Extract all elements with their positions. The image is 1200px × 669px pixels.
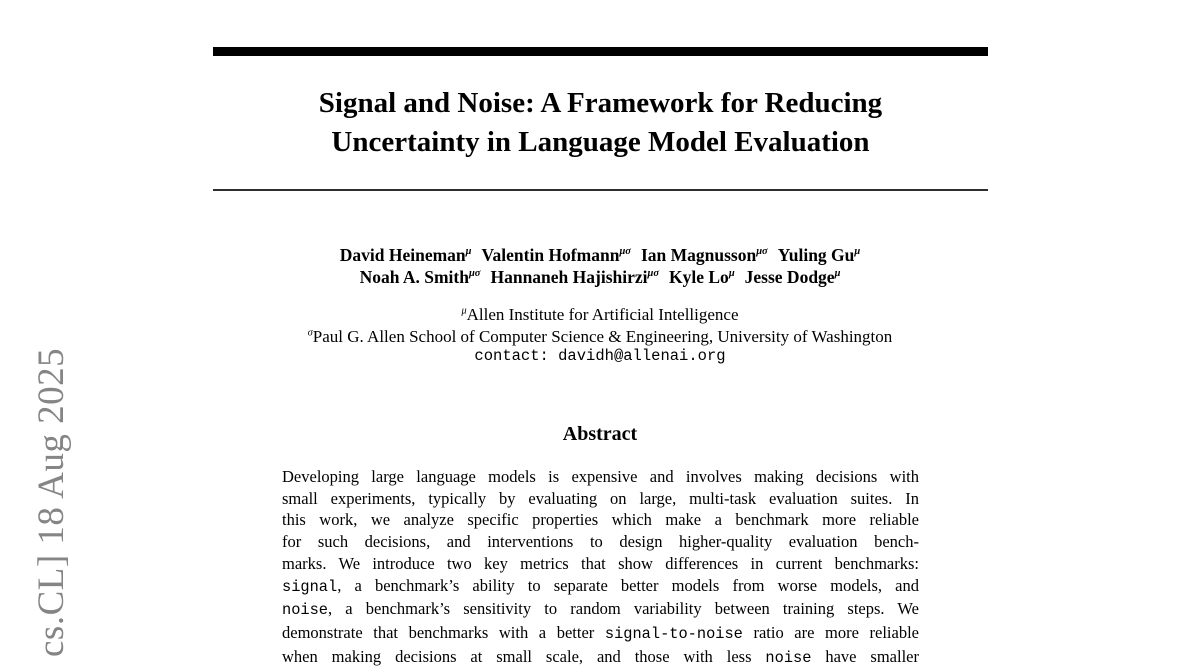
author-name: David Heineman$^\mu$ [339, 245, 472, 265]
abstract-text [282, 466, 919, 669]
author-name: Kyle Lo$^\mu$ [669, 266, 735, 287]
affiliation-mark: μ [461, 305, 467, 317]
abstract-line [282, 622, 919, 646]
abstract-heading: Abstract [562, 423, 638, 445]
author-affiliation-mark: μ [854, 246, 861, 258]
author-affiliation-mark: μ [834, 267, 841, 279]
abstract-line [282, 509, 919, 531]
arxiv-stamp: cs.CL] 18 Aug 2025 [31, 347, 72, 657]
abstract-mono-term: signal [282, 577, 338, 596]
abstract-text-segment: for such decisions, and interventions to design higher-quality evaluation bench- [282, 532, 919, 552]
paper-title [213, 84, 988, 162]
author-affiliation-mark: μσ [468, 267, 481, 279]
title-rule-bottom [213, 189, 988, 191]
affiliations [100, 304, 1100, 347]
abstract-line [282, 598, 919, 622]
abstract-text-segment: , a benchmark’s ability to separate better models from worse models, and [337, 575, 919, 595]
author-name: Yuling Gu$^\mu$ [777, 245, 861, 265]
abstract-text-segment: Developing large language models is expensive and involves making decisions with [282, 467, 919, 486]
abstract-line [282, 531, 919, 553]
abstract-mono-term: signal-to-noise [604, 624, 743, 643]
abstract-text-segment: ratio are more reliable [742, 622, 919, 642]
abstract-line [282, 466, 919, 488]
author-affiliation-mark: μσ [647, 267, 660, 279]
abstract-text-segment: have smaller [811, 646, 919, 666]
paper-title-line2: Uncertainty in Language Model Evaluation [331, 126, 870, 158]
affiliation-line: $^\sigma$Paul G. Allen School of Computer Science & Engineering, University of Washington [307, 326, 893, 346]
abstract-text-segment: when making decisions at small scale, and those with less [282, 646, 766, 666]
affiliation-line: $^\mu$Allen Institute for Artificial Intelligence [461, 305, 739, 324]
abstract-text-segment: small experiments, typically by evaluating on large, multi-task evaluation suites. In [282, 488, 919, 508]
abstract-text-segment: , a benchmark’s sensitivity to random variability between training steps. We [328, 599, 919, 619]
abstract-text-segment: marks. We introduce two key metrics that show differences in current benchmarks: [282, 553, 919, 573]
abstract-mono-term: noise [765, 648, 812, 667]
author-name: Hannaneh Hajishirzi$^{\mu\sigma}$ [490, 266, 660, 287]
author-affiliation-mark: μσ [756, 246, 768, 258]
author-list [100, 245, 1100, 288]
author-affiliation-mark: μ [465, 246, 472, 258]
abstract-text-segment: this work, we analyze specific properties which make a benchmark more reliable [282, 510, 919, 530]
author-name: Jesse Dodge$^\mu$ [744, 266, 841, 287]
author-affiliation-mark: μ [728, 267, 735, 279]
contact-email: contact: davidh@allenai.org [474, 347, 726, 365]
abstract-line [282, 488, 919, 510]
abstract-line [282, 553, 919, 575]
affiliation-mark: σ [307, 326, 313, 338]
abstract-mono-term: noise [282, 601, 328, 620]
author-line-1 [100, 245, 1100, 267]
title-rule-top [213, 47, 988, 56]
author-affiliation-mark: μσ [619, 246, 631, 258]
author-name: Noah A. Smith$^{\mu\sigma}$ [359, 266, 481, 287]
paper-title-line1: Signal and Noise: A Framework for Reducing [318, 87, 883, 119]
author-name: Valentin Hofmann$^{\mu\sigma}$ [481, 245, 631, 265]
author-name: Ian Magnusson$^{\mu\sigma}$ [640, 245, 768, 265]
abstract-text-segment: demonstrate that benchmarks with a better [282, 622, 605, 642]
abstract-line [282, 575, 919, 599]
abstract-line [282, 646, 919, 669]
author-line-2 [100, 267, 1100, 289]
